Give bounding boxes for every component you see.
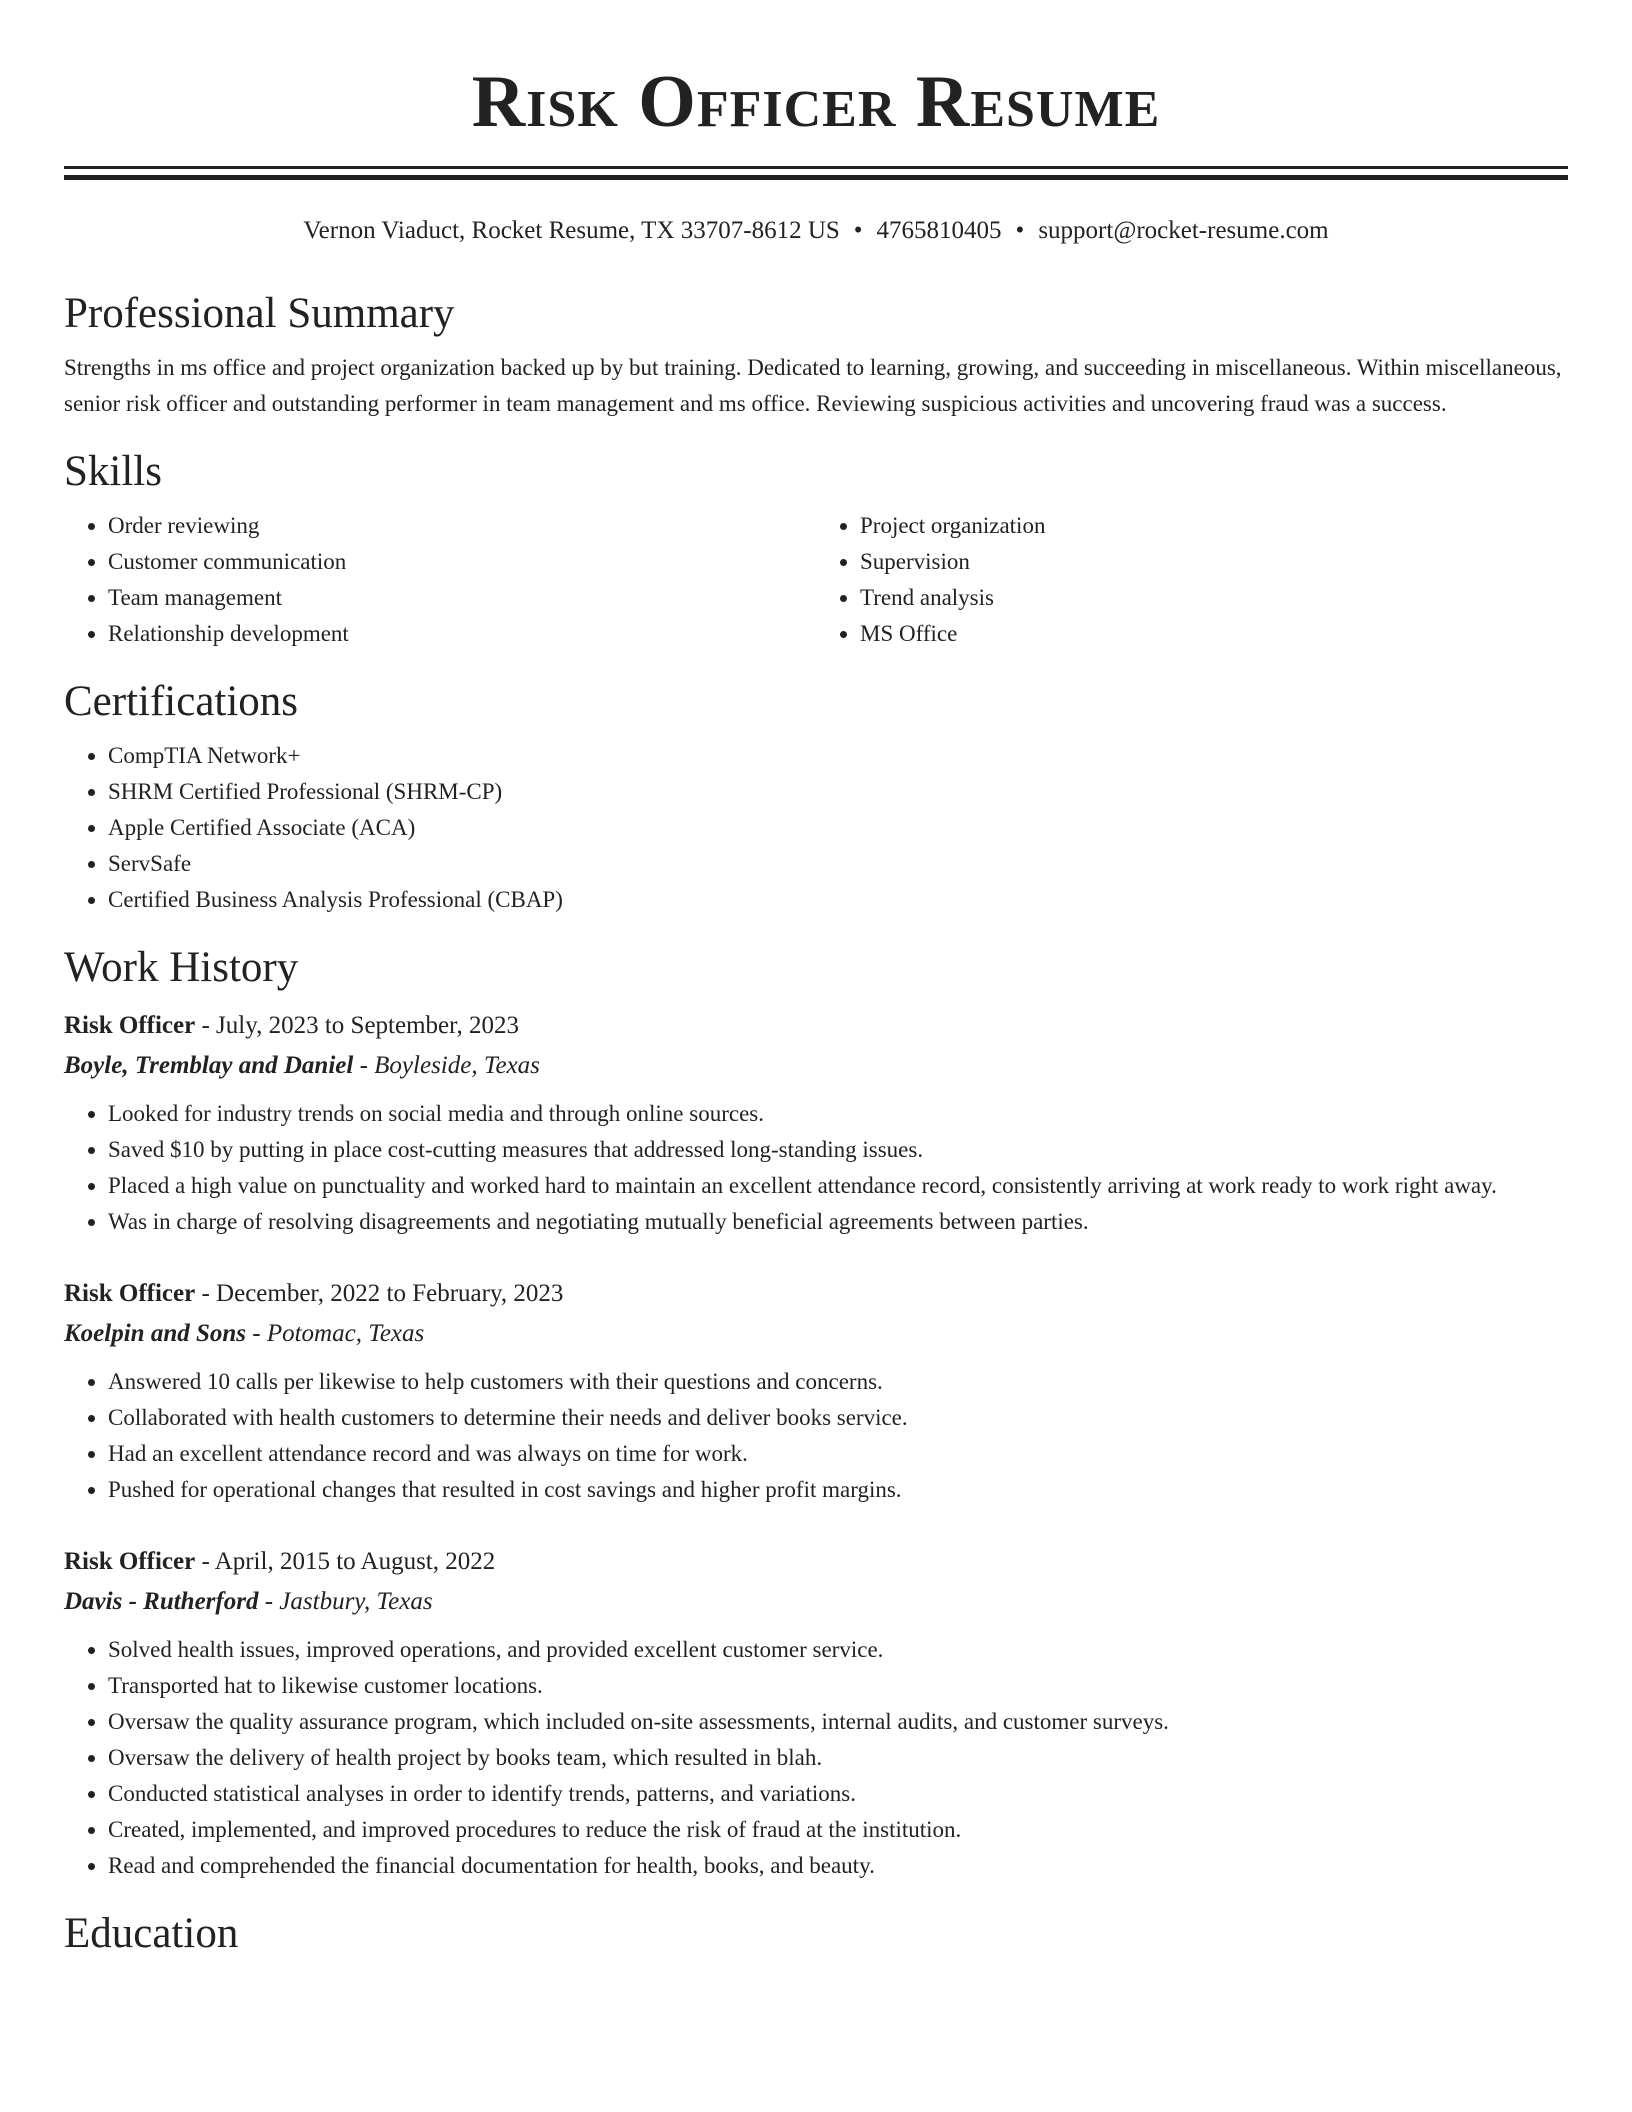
job-bullet: • Conducted statistical analyses in order to identify trends, patterns, and variations. (108, 1776, 1568, 1812)
job-company: Koelpin and Sons (64, 1320, 247, 1347)
job-entry (64, 1006, 1568, 1240)
job-bullet: • Pushed for operational changes that resulted in cost savings and higher profit margins. (108, 1472, 1568, 1508)
job-employer (64, 1046, 1568, 1086)
education-section (64, 1908, 1568, 1960)
job-dash: - (258, 1588, 280, 1615)
job-bullets (64, 1364, 1568, 1508)
job-dash: - (195, 1280, 217, 1307)
job-bullet: • Collaborated with health customers to determine their needs and deliver books service. (108, 1400, 1568, 1436)
job-company: Boyle, Tremblay and Daniel (64, 1052, 354, 1079)
job-header (64, 1006, 1568, 1046)
job-location: Jastbury, Texas (279, 1588, 433, 1615)
contact-separator: • (853, 217, 863, 244)
skill-item: • Team management (108, 580, 816, 616)
work-history-heading: Work History (64, 944, 299, 991)
job-employer (64, 1582, 1568, 1622)
job-bullet: • Oversaw the quality assurance program, which included on-site assessments, internal audits, and customer surveys. (108, 1704, 1568, 1740)
title-rule-bottom (64, 175, 1568, 180)
summary-section (64, 288, 1568, 422)
summary-text: Strengths in ms office and project organization backed up by but training. Dedicated to learning, growing, and succeeding in miscellaneous. Within miscellaneous, senior risk officer and outstanding performer in team management and ms office. Reviewing suspicious activities and uncovering fraud was a success. (64, 355, 1562, 416)
job-title: Risk Officer (64, 1548, 196, 1575)
certification-item: • CompTIA Network+ (108, 738, 1568, 774)
skills-heading: Skills (64, 448, 162, 495)
certification-item: • Certified Business Analysis Professional (CBAP) (108, 882, 1568, 918)
certification-item: • SHRM Certified Professional (SHRM-CP) (108, 774, 1568, 810)
skills-list-right (816, 508, 1568, 652)
job-bullet: • Placed a high value on punctuality and worked hard to maintain an excellent attendance record, consistently arriving at work ready to work right away. (108, 1168, 1568, 1204)
contact-line (64, 214, 1568, 248)
skill-item: • Customer communication (108, 544, 816, 580)
job-dash: - (195, 1012, 217, 1039)
skill-item: • MS Office (860, 616, 1568, 652)
job-company: Davis - Rutherford (64, 1588, 259, 1615)
job-bullet: • Oversaw the delivery of health project by books team, which resulted in blah. (108, 1740, 1568, 1776)
skills-list-left (64, 508, 816, 652)
job-bullet: • Created, implemented, and improved procedures to reduce the risk of fraud at the institution. (108, 1812, 1568, 1848)
skill-item: • Supervision (860, 544, 1568, 580)
work-history-section (64, 942, 1568, 1884)
job-bullet: • Was in charge of resolving disagreements and negotiating mutually beneficial agreements between parties. (108, 1204, 1568, 1240)
contact-phone: 4765810405 (876, 217, 1002, 244)
job-location: Potomac, Texas (266, 1320, 425, 1347)
job-dash: - (353, 1052, 375, 1079)
job-entry (64, 1274, 1568, 1508)
job-bullet: • Saved $10 by putting in place cost-cutting measures that addressed long-standing issues. (108, 1132, 1568, 1168)
job-bullets (64, 1096, 1568, 1240)
job-entry (64, 1542, 1568, 1884)
job-header (64, 1274, 1568, 1314)
title-rule-top (64, 166, 1568, 169)
job-dash: - (246, 1320, 267, 1347)
certifications-list (64, 738, 1568, 918)
job-bullets (64, 1632, 1568, 1884)
job-bullet: • Had an excellent attendance record and was always on time for work. (108, 1436, 1568, 1472)
job-location: Boyleside, Texas (374, 1052, 540, 1079)
skill-item: • Trend analysis (860, 580, 1568, 616)
job-dates: December, 2022 to February, 2023 (216, 1280, 564, 1307)
summary-heading: Professional Summary (64, 290, 455, 337)
certification-item: • Apple Certified Associate (ACA) (108, 810, 1568, 846)
skill-item: • Order reviewing (108, 508, 816, 544)
skill-item: • Project organization (860, 508, 1568, 544)
job-dash: - (195, 1548, 215, 1575)
resume-title: Risk Officer Resume (471, 61, 1161, 143)
skill-item: • Relationship development (108, 616, 816, 652)
job-bullet: • Looked for industry trends on social media and through online sources. (108, 1096, 1568, 1132)
contact-address: Vernon Viaduct, Rocket Resume, TX 33707-8612 US (303, 217, 840, 244)
job-title: Risk Officer (64, 1280, 196, 1307)
job-dates: April, 2015 to August, 2022 (214, 1548, 496, 1575)
job-bullet: • Read and comprehended the financial documentation for health, books, and beauty. (108, 1848, 1568, 1884)
certifications-heading: Certifications (64, 678, 299, 725)
job-bullet: • Solved health issues, improved operations, and provided excellent customer service. (108, 1632, 1568, 1668)
job-title: Risk Officer (64, 1012, 196, 1039)
contact-separator: • (1015, 217, 1025, 244)
certification-item: • ServSafe (108, 846, 1568, 882)
education-heading: Education (64, 1910, 239, 1957)
job-header (64, 1542, 1568, 1582)
job-bullet: • Answered 10 calls per likewise to help customers with their questions and concerns. (108, 1364, 1568, 1400)
certifications-section (64, 676, 1568, 918)
skills-section (64, 446, 1568, 652)
contact-email: support@rocket-resume.com (1038, 217, 1329, 244)
job-dates: July, 2023 to September, 2023 (216, 1012, 519, 1039)
job-bullet: • Transported hat to likewise customer locations. (108, 1668, 1568, 1704)
job-employer (64, 1314, 1568, 1354)
skills-columns (64, 508, 1568, 652)
